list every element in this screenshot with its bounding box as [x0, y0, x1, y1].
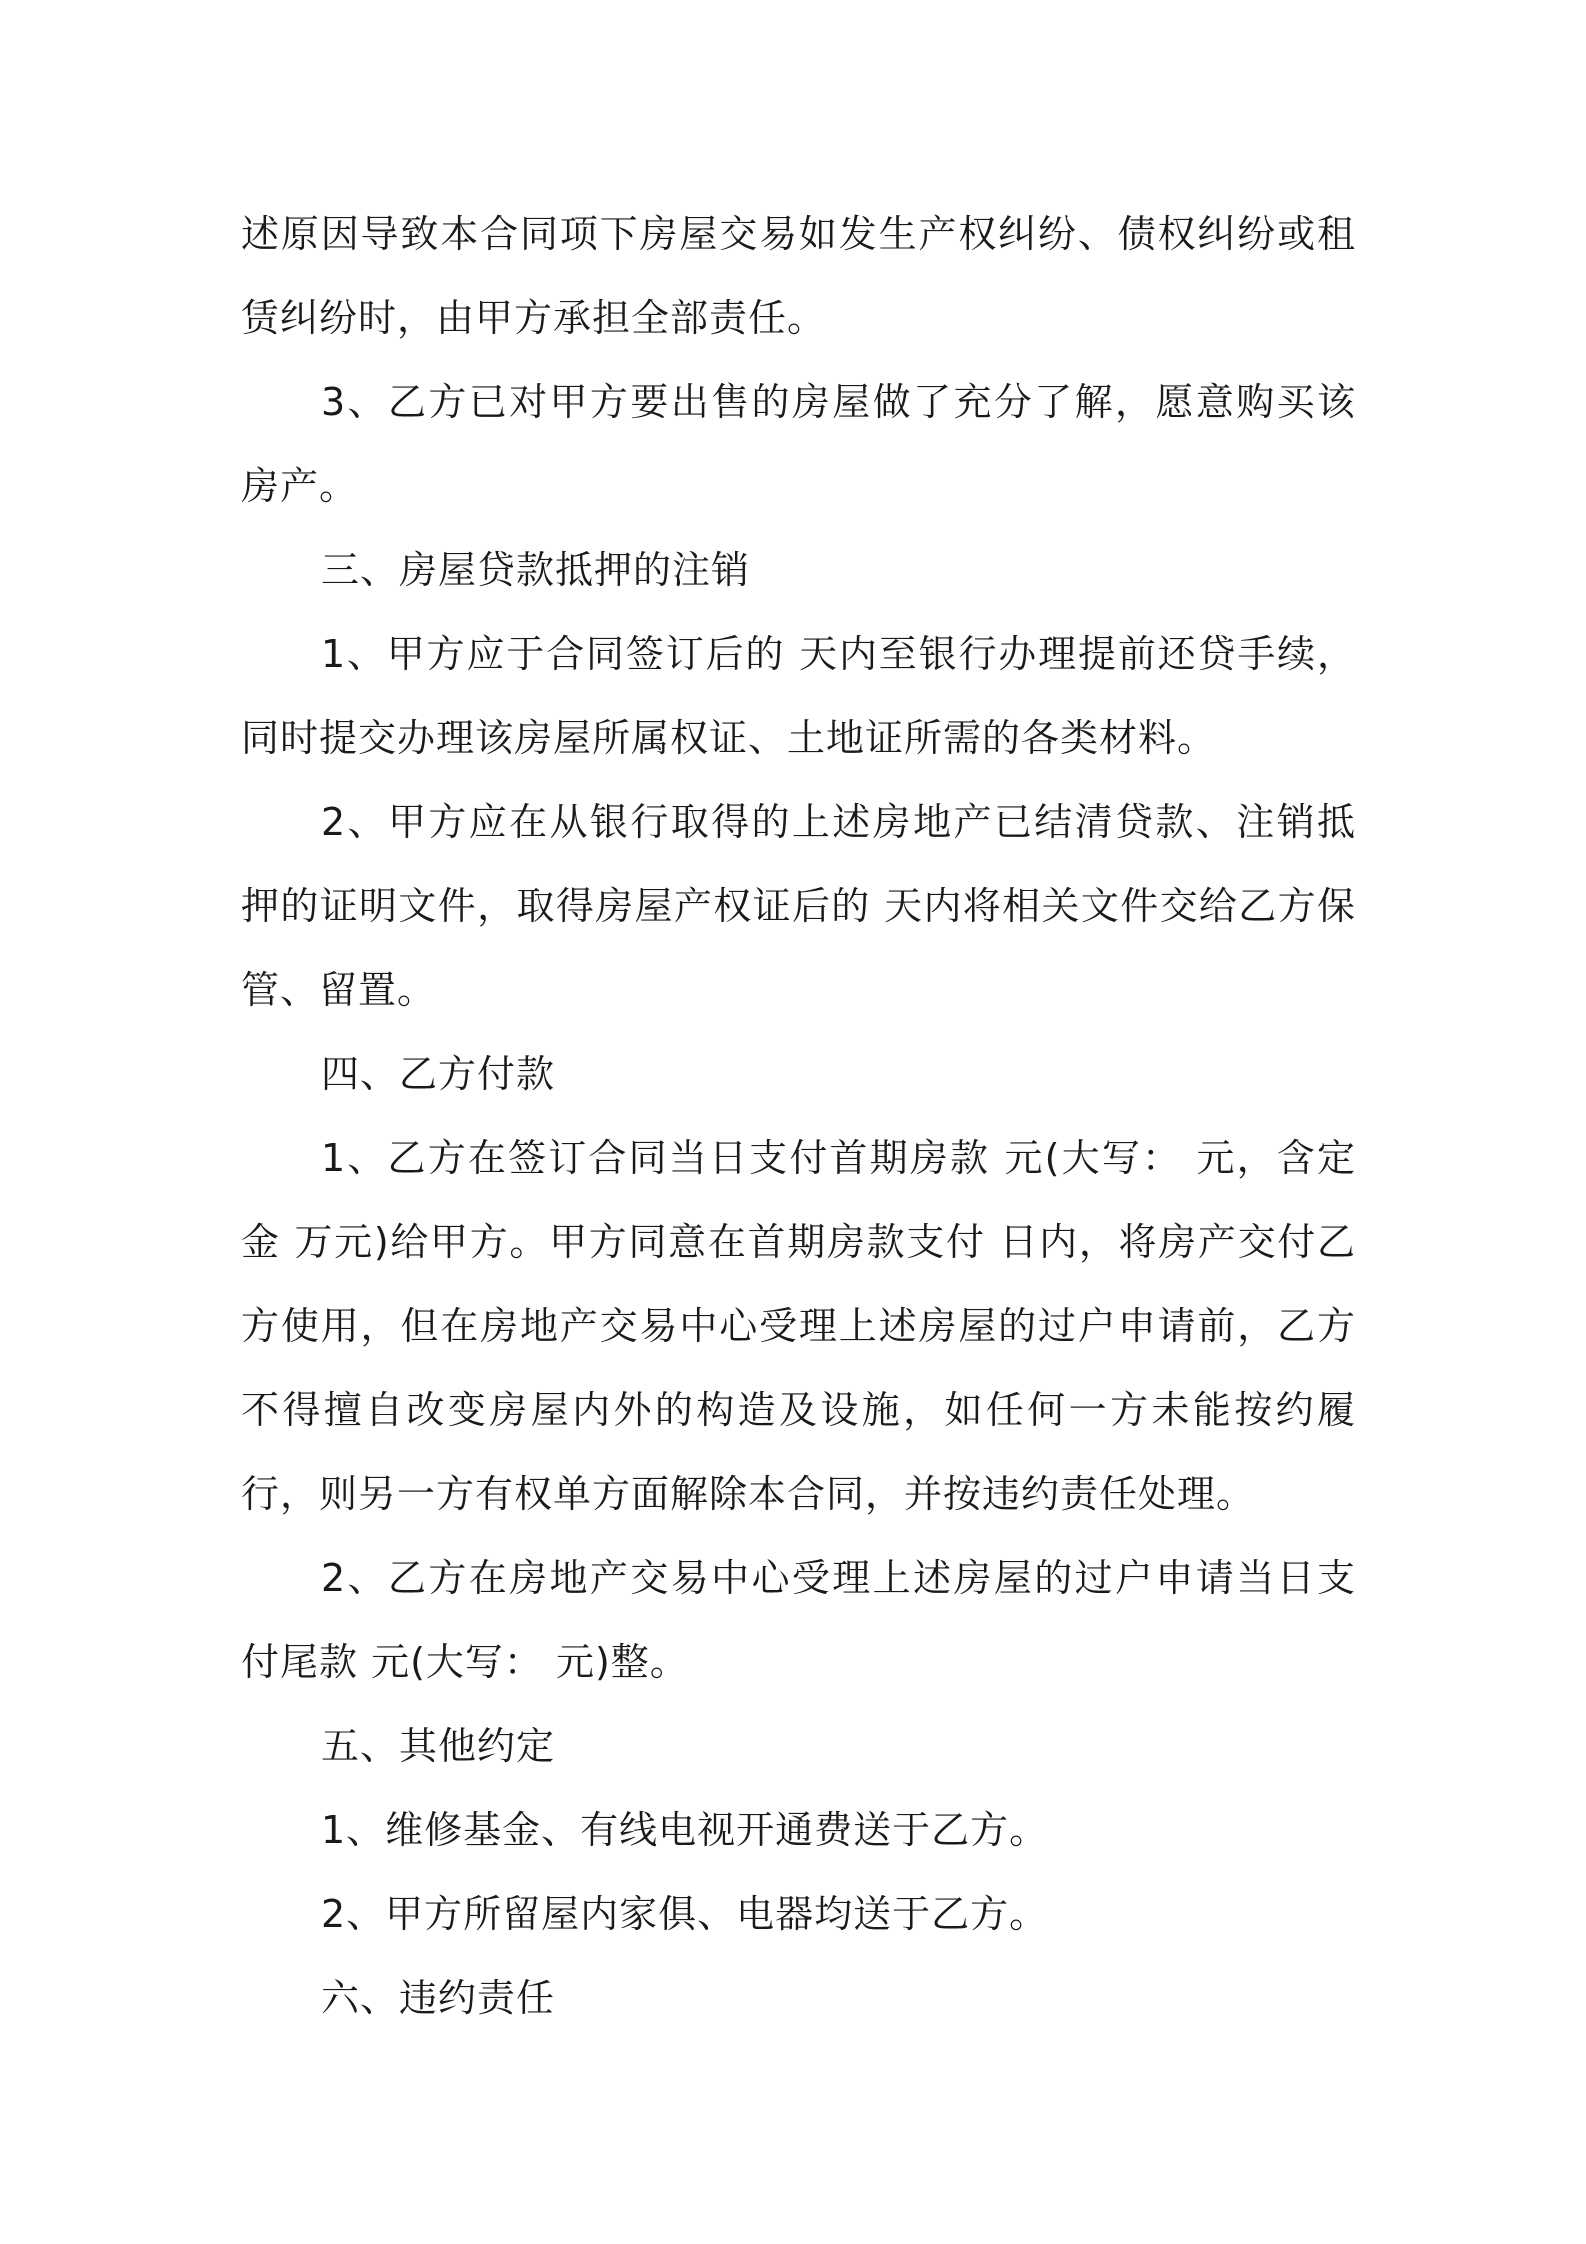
section-heading-5: 五、其他约定	[321, 1724, 556, 1768]
document-body	[241, 192, 1356, 2040]
paragraph-clause-5-2: 2、甲方所留屋内家俱、电器均送于乙方。	[321, 1892, 1049, 1936]
paragraph-continuation: 述原因导致本合同项下房屋交易如发生产权纠纷、债权纠纷或租赁纠纷时，由甲方承担全部责任。	[241, 212, 1356, 340]
paragraph-clause-4-1: 1、乙方在签订合同当日支付首期房款 元(大写： 元，含定金 万元)给甲方。甲方同意在首期房款支付 日内，将房产交付乙方使用，但在房地产交易中心受理上述房屋的过户申请前，乙方不得擅自改变房屋内外的构造及设施，如任何一方未能按约履行，则另一方有权单方面解除本合同，并按违约责任处理。	[241, 1136, 1356, 1516]
paragraph-clause-3-2: 2、甲方应在从银行取得的上述房地产已结清贷款、注销抵押的证明文件，取得房屋产权证后的 天内将相关文件交给乙方保管、留置。	[241, 800, 1356, 1012]
section-heading-6: 六、违约责任	[321, 1976, 556, 2020]
section-heading-3: 三、房屋贷款抵押的注销	[321, 548, 751, 592]
paragraph-clause-4-2: 2、乙方在房地产交易中心受理上述房屋的过户申请当日支付尾款 元(大写： 元)整。	[241, 1556, 1356, 1684]
section-heading-4: 四、乙方付款	[321, 1052, 556, 1096]
paragraph-clause-5-1: 1、维修基金、有线电视开通费送于乙方。	[321, 1808, 1049, 1852]
paragraph-clause-3-1: 1、甲方应于合同签订后的 天内至银行办理提前还贷手续，同时提交办理该房屋所属权证、土地证所需的各类材料。	[241, 632, 1356, 760]
paragraph-clause-2-3: 3、乙方已对甲方要出售的房屋做了充分了解，愿意购买该房产。	[241, 380, 1356, 508]
